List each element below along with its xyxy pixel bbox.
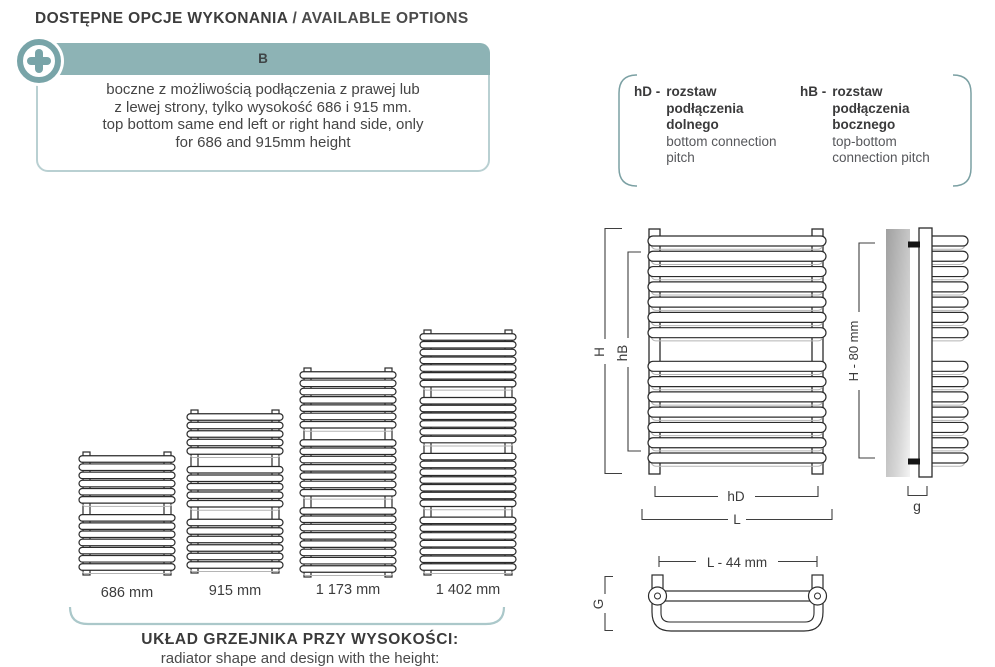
radiator-tube	[187, 553, 283, 560]
radiator-tube	[187, 519, 283, 526]
size-chart-radiator-1402mm	[420, 330, 516, 575]
page-title-en: / AVAILABLE OPTIONS	[292, 10, 469, 27]
radiator-tube	[79, 531, 175, 538]
legend-hd-pl2: podłączenia	[666, 100, 744, 116]
radiator-tube	[648, 377, 826, 387]
caption-pl: UKŁAD GRZEJNIKA PRZY WYSOKOŚCI:	[141, 631, 459, 648]
size-chart-radiators	[79, 330, 516, 577]
radiator-tube	[79, 515, 175, 522]
radiator-tube	[187, 466, 283, 473]
radiator-tube	[420, 548, 516, 555]
legend-hb-pl1: rozstaw	[832, 84, 883, 99]
legend-hd-pl3: dolnego	[666, 117, 719, 132]
radiator-tube	[420, 334, 516, 341]
radiator-tube	[420, 342, 516, 349]
radiator-tube	[648, 236, 826, 246]
radiator-tube	[648, 297, 826, 307]
radiator-tube	[187, 414, 283, 421]
legend-hb-pl3: bocznego	[832, 117, 896, 132]
option-b-line-pl-2: z lewej strony, tylko wysokość 686 i 915 mm.	[114, 98, 412, 116]
radiator-tube	[300, 533, 396, 540]
radiator-tube	[648, 392, 826, 402]
radiator-tube	[187, 475, 283, 482]
radiator-tube	[300, 516, 396, 523]
radiator-tube	[79, 564, 175, 571]
legend-hb-en1: top-bottom	[832, 133, 897, 149]
size-label-1402: 1 402 mm	[435, 582, 501, 598]
radiator-tube	[420, 436, 516, 443]
dim-line-g	[908, 486, 927, 496]
size-chart-radiator-686mm	[79, 452, 175, 575]
legend-right-bracket	[953, 75, 971, 186]
top-collector-bar	[652, 591, 823, 601]
option-b-line-pl-1: boczne z możliwością podłączenia z prawej lub	[106, 81, 420, 98]
option-b-line-en-1: top bottom same end left or right hand side, only	[102, 116, 424, 133]
radiator-tube	[187, 562, 283, 569]
radiator-tube	[79, 488, 175, 495]
radiator-tube	[187, 483, 283, 490]
radiator-tube	[648, 422, 826, 432]
side-wall	[886, 229, 910, 477]
size-chart-radiator-915mm	[187, 410, 283, 573]
dim-label-h80: H - 80 mm	[846, 320, 861, 382]
side-collector	[919, 228, 932, 477]
radiator-tube	[187, 422, 283, 429]
radiator-tube	[300, 405, 396, 412]
radiator-tube	[79, 539, 175, 546]
radiator-tube	[300, 489, 396, 496]
radiator-tube	[300, 481, 396, 488]
radiator-tube	[79, 480, 175, 487]
dim-label-hd: hD	[727, 489, 745, 504]
radiator-tube	[648, 267, 826, 277]
size-chart-radiator-1173mm	[300, 368, 396, 577]
radiator-tube	[187, 501, 283, 508]
radiator-tube	[420, 500, 516, 507]
radiator-tube	[79, 547, 175, 554]
radiator-tube	[648, 453, 826, 463]
size-label-1173: 1 173 mm	[315, 582, 381, 598]
dim-label-G: G	[591, 598, 606, 610]
radiator-tube	[300, 541, 396, 548]
legend-hd-pl1: rozstaw	[666, 84, 717, 99]
radiator-tube	[79, 497, 175, 504]
front-tubes	[648, 236, 826, 466]
radiator-tube	[420, 397, 516, 404]
radiator-tube	[300, 440, 396, 447]
radiator-tube	[187, 492, 283, 499]
legend-hb-en2: connection pitch	[832, 150, 930, 165]
radiator-tube	[420, 469, 516, 476]
radiator-tube	[79, 472, 175, 479]
radiator-tube	[300, 566, 396, 573]
radiator-tube	[187, 448, 283, 455]
radiator-tube	[648, 438, 826, 448]
radiator-tube	[79, 464, 175, 471]
caption-en: radiator shape and design with the height:	[160, 650, 440, 667]
radiator-tube	[300, 421, 396, 428]
radiator-tube	[300, 465, 396, 472]
dim-label-h: H	[592, 347, 607, 357]
legend-hd-symbol: hD -	[634, 84, 661, 99]
radiator-tube	[648, 251, 826, 261]
radiator-tube	[420, 525, 516, 532]
radiator-tube	[420, 373, 516, 380]
radiator-tube	[420, 517, 516, 524]
radiator-tube	[420, 540, 516, 547]
radiator-tube	[79, 456, 175, 463]
radiator-tube	[187, 536, 283, 543]
radiator-tube	[648, 328, 826, 338]
top-left-boss-hole	[655, 593, 661, 599]
size-chart-underline-arc	[70, 607, 504, 624]
radiator-tube	[300, 372, 396, 379]
radiator-tube	[420, 556, 516, 563]
radiator-tube	[420, 461, 516, 468]
radiator-tube	[648, 312, 826, 322]
radiator-tube	[300, 456, 396, 463]
radiator-tube	[300, 380, 396, 387]
radiator-tube	[187, 528, 283, 535]
radiator-tube	[300, 388, 396, 395]
radiator-tube	[420, 357, 516, 364]
radiator-tube	[420, 453, 516, 460]
top-right-boss-hole	[815, 593, 821, 599]
size-label-686: 686 mm	[100, 585, 154, 601]
radiator-tube	[187, 439, 283, 446]
radiator-tube	[300, 413, 396, 420]
top-bow-inner	[661, 600, 814, 622]
radiator-tube	[79, 523, 175, 530]
radiator-tube	[420, 533, 516, 540]
radiator-tube	[420, 349, 516, 356]
dim-label-l44: L - 44 mm	[706, 555, 768, 570]
legend-hd-en1: bottom connection	[666, 133, 777, 149]
legend-hb-symbol: hB -	[800, 84, 827, 99]
page-title-pl: DOSTĘPNE OPCJE WYKONANIA	[35, 10, 293, 27]
radiator-tube	[420, 365, 516, 372]
radiator-tube	[420, 405, 516, 412]
radiator-tube	[300, 448, 396, 455]
radiator-tube	[420, 492, 516, 499]
side-wall-bracket-bottom	[908, 459, 920, 465]
radiator-tube	[300, 549, 396, 556]
radiator-tube	[648, 361, 826, 371]
radiator-tube	[420, 477, 516, 484]
radiator-tube	[300, 524, 396, 531]
radiator-tube	[420, 429, 516, 436]
dim-label-hb: hB	[615, 344, 630, 362]
radiator-tube	[300, 473, 396, 480]
radiator-tube	[648, 282, 826, 292]
side-wall-bracket-top	[908, 242, 920, 248]
radiator-tube	[420, 413, 516, 420]
dim-label-l: L	[733, 512, 741, 527]
radiator-tube	[420, 564, 516, 571]
radiator-tube	[300, 557, 396, 564]
legend-left-bracket	[619, 75, 637, 186]
radiator-tube	[648, 407, 826, 417]
size-label-915: 915 mm	[208, 583, 262, 599]
dim-label-g: g	[913, 498, 921, 514]
radiator-tube	[187, 545, 283, 552]
radiator-tube	[187, 431, 283, 438]
radiator-tube	[79, 556, 175, 563]
radiator-tube	[300, 508, 396, 515]
radiator-tube	[300, 397, 396, 404]
legend-hb-pl2: podłączenia	[832, 100, 910, 116]
radiator-tube	[420, 380, 516, 387]
legend-hd-en2: pitch	[666, 150, 695, 165]
option-b-line-en-2: for 686 and 915mm height	[175, 133, 351, 151]
radiator-tube	[420, 421, 516, 428]
size-chart-caption	[60, 631, 540, 667]
radiator-tube	[420, 484, 516, 491]
option-b-badge: B	[258, 51, 268, 66]
